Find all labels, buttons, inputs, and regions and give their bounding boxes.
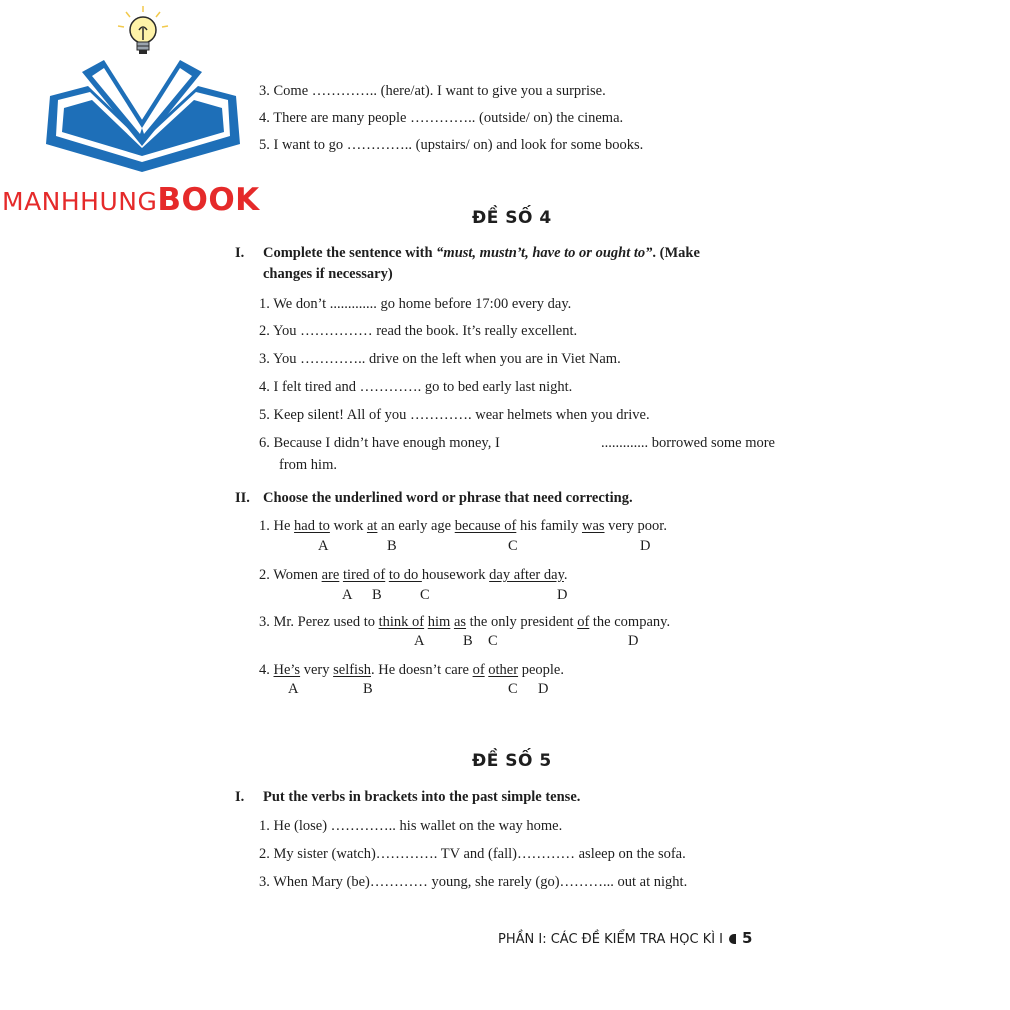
exercise-item: 3. When Mary (be)………… young, she rarely (go)………... out at night. <box>259 874 688 890</box>
instruction: II. <box>235 490 250 506</box>
option-label: B <box>372 587 382 603</box>
page-number: 5 <box>742 929 753 947</box>
exercise-item: 5. Keep silent! All of you …………. wear helmets when you drive. <box>259 407 650 423</box>
section-title: ĐỀ SỐ 4 <box>472 208 552 228</box>
exercise-item: 4. I felt tired and …………. go to bed early last night. <box>259 379 573 395</box>
page-footer <box>498 929 752 947</box>
exercise-item: 1. We don’t ............. go home before 17:00 every day. <box>259 296 572 312</box>
exercise-item: 2. You …………… read the book. It’s really excellent. <box>259 323 578 339</box>
instruction-text: Choose the underlined word or phrase that need correcting. <box>263 490 633 506</box>
option-label: C <box>508 681 518 697</box>
option-label: A <box>318 538 329 554</box>
exercise-item: 4. There are many people ………….. (outside/ on) the cinema. <box>259 110 624 126</box>
brand-name <box>2 182 260 218</box>
brand-right: BOOK <box>157 182 260 218</box>
option-label: B <box>463 633 473 649</box>
exercise-item: 3. Come ………….. (here/at). I want to give you a surprise. <box>259 83 606 99</box>
question: 4. He’s very selfish. He doesn’t care of other people. <box>259 662 564 678</box>
exercise-item: 2. My sister (watch)…………. TV and (fall)………… asleep on the sofa. <box>259 846 686 862</box>
brand-left: MANHHUNG <box>2 187 158 216</box>
footer-text: PHẦN I: CÁC ĐỀ KIỂM TRA HỌC KÌ I <box>498 932 724 947</box>
instruction: I. <box>235 789 245 805</box>
option-label: A <box>414 633 425 649</box>
option-label: C <box>508 538 518 554</box>
exercise-item: 6. Because I didn’t have enough money, I ............. borrowed some more <box>259 435 775 451</box>
question: 1. He had to work at an early age because of his family was very poor. <box>259 518 667 534</box>
option-label: D <box>640 538 651 554</box>
option-label: B <box>387 538 397 554</box>
open-book-icon <box>42 52 244 176</box>
option-label: D <box>557 587 568 603</box>
option-label: C <box>420 587 430 603</box>
exercise-item-cont: from him. <box>279 457 337 473</box>
exercise-item: 1. He (lose) ………….. his wallet on the way home. <box>259 818 563 834</box>
instruction-text: Put the verbs in brackets into the past simple tense. <box>263 789 581 805</box>
exercise-item: 3. You ………….. drive on the left when you are in Viet Nam. <box>259 351 621 367</box>
option-label: A <box>342 587 353 603</box>
option-label: A <box>288 681 299 697</box>
section-title: ĐỀ SỐ 5 <box>472 751 552 771</box>
instruction-text: Complete the sentence with “must, mustn’t, have to or ought to”. (Make changes if necessary) <box>263 245 700 282</box>
option-label: B <box>363 681 373 697</box>
question: 2. Women are tired of to do housework day after day. <box>259 567 568 583</box>
question: 3. Mr. Perez used to think of him as the only president of the company. <box>259 614 671 630</box>
half-circle-icon <box>729 934 736 944</box>
option-label: C <box>488 633 498 649</box>
exercise-item: 5. I want to go ………….. (upstairs/ on) and look for some books. <box>259 137 644 153</box>
instruction: I. <box>235 245 245 261</box>
option-label: D <box>628 633 639 649</box>
option-label: D <box>538 681 549 697</box>
